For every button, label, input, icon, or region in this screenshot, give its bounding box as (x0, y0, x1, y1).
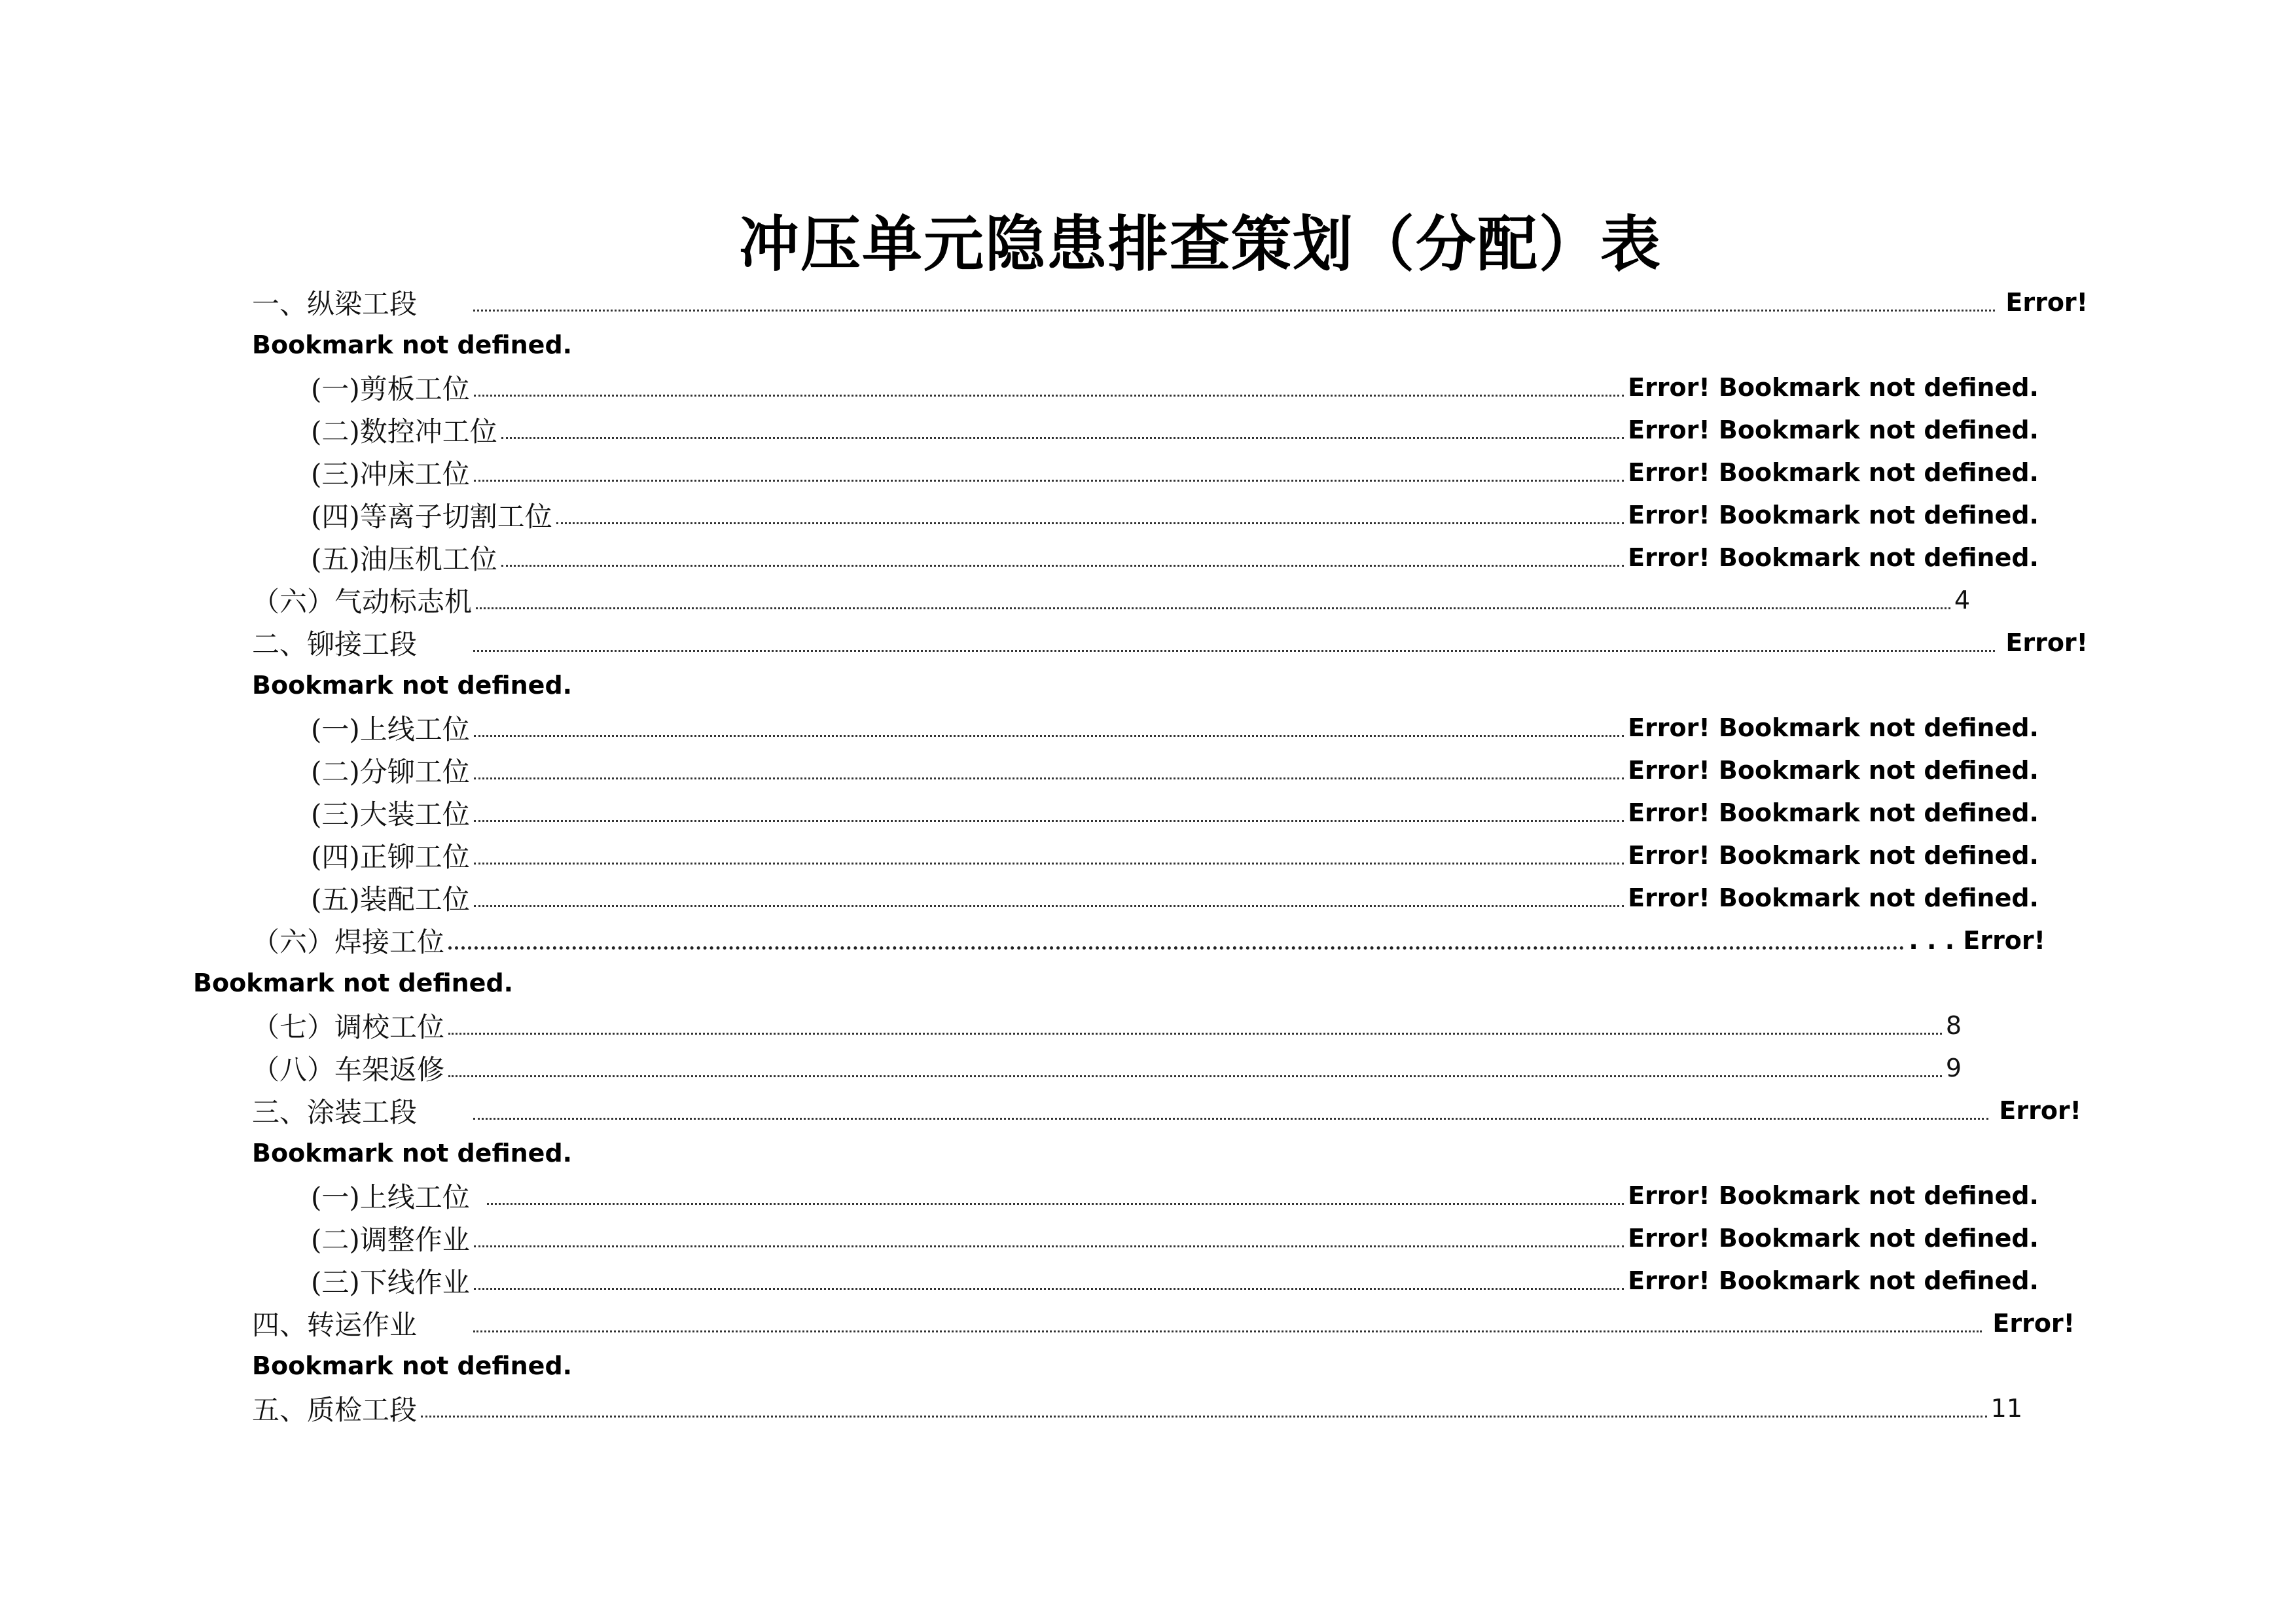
toc-leader-dots (487, 1202, 1624, 1205)
toc-entry[interactable] (311, 410, 2039, 450)
toc-entry-ref: Error! Bookmark not defined. (1628, 883, 2039, 912)
toc-entry-label: （八）车架返修 (252, 1054, 445, 1086)
toc-wrap-text: Bookmark not defined. (193, 969, 514, 997)
toc-entry[interactable] (252, 623, 2088, 662)
toc-entry[interactable] (311, 495, 2039, 535)
toc-entry-ref: Error! Bookmark not defined. (1628, 756, 2039, 785)
toc-leader-dots (474, 862, 1624, 865)
toc-entry-ref: Error! Bookmark not defined. (1628, 1266, 2039, 1295)
toc-entry-label: 三、涂装工段 (252, 1096, 418, 1128)
toc-entry-label: 五、质检工段 (252, 1394, 418, 1426)
toc-entry[interactable] (311, 793, 2039, 832)
toc-entry[interactable] (252, 283, 2088, 322)
toc-leader-dots (501, 564, 1624, 567)
toc-entry-page-number: 9 (1945, 1054, 1962, 1082)
toc-entry[interactable] (311, 751, 2039, 790)
toc-leader-dots (473, 649, 1995, 652)
toc-entry-label: （六）焊接工位 (252, 926, 445, 958)
toc-leader-dots (474, 1287, 1624, 1290)
toc-entry-label: （七）调校工位 (252, 1011, 445, 1043)
toc-leader-dots (448, 1075, 1942, 1077)
toc-entry[interactable] (252, 580, 1970, 620)
toc-entry-wrap (193, 963, 513, 1003)
toc-entry-ref: Error! (1992, 1309, 2075, 1338)
toc-leader-dots (473, 309, 1995, 312)
toc-entry[interactable] (311, 453, 2039, 492)
toc-entry-label: (三)下线作业 (311, 1266, 470, 1298)
toc-entry-ref: Error! (2005, 628, 2088, 657)
toc-entry-ref: Error! (2005, 288, 2088, 317)
toc-entry[interactable] (252, 1006, 1962, 1045)
toc-entry[interactable] (311, 538, 2039, 577)
toc-leader-dots (473, 1117, 1988, 1120)
toc-entry-ref: Error! Bookmark not defined. (1628, 1224, 2039, 1253)
toc-entry-label: (一)上线工位 (311, 1181, 470, 1213)
toc-leader-dots (474, 819, 1624, 822)
toc-leader-dots (556, 522, 1624, 524)
toc-entry-label: 一、纵梁工段 (252, 288, 418, 320)
toc-entry-page-number: 8 (1945, 1011, 1962, 1040)
toc-entry-label: (一)上线工位 (311, 713, 470, 745)
toc-leader-dots (476, 607, 1950, 609)
toc-entry-ref: Error! (1999, 1096, 2081, 1125)
toc-entry-label: 四、转运作业 (252, 1309, 418, 1341)
toc-leader-dots (474, 904, 1624, 907)
toc-entry[interactable] (311, 1176, 2039, 1215)
toc-entry-ref: Error! Bookmark not defined. (1628, 458, 2039, 487)
toc-entry-page-number: 11 (1990, 1394, 2022, 1423)
toc-entry-wrap (252, 1346, 572, 1385)
toc-entry[interactable] (311, 1261, 2039, 1300)
toc-leader-dots (474, 479, 1624, 482)
toc-wrap-text: Bookmark not defined. (252, 671, 573, 700)
toc-entry[interactable] (252, 1304, 2075, 1343)
toc-entry[interactable] (311, 368, 2039, 407)
toc-entry-ref: Error! Bookmark not defined. (1628, 798, 2039, 827)
toc-entry-label: (四)正铆工位 (311, 841, 470, 873)
toc-entry-ref: . . . Error! (1909, 926, 2045, 955)
toc-entry[interactable] (252, 1389, 2022, 1428)
toc-entry[interactable] (252, 1048, 1962, 1088)
toc-entry-label: (五)油压机工位 (311, 543, 497, 575)
toc-wrap-text: Bookmark not defined. (252, 330, 573, 359)
toc-entry-ref: Error! Bookmark not defined. (1628, 1181, 2039, 1210)
toc-leader-dots (473, 1330, 1982, 1332)
toc-entry-wrap (252, 325, 572, 365)
toc-entry-wrap (252, 666, 572, 705)
toc-entry[interactable] (252, 1091, 2081, 1130)
toc-leader-dots (474, 1245, 1624, 1247)
toc-entry-label: (三)冲床工位 (311, 458, 470, 490)
toc-leader-dots (501, 437, 1624, 439)
toc-entry-ref: Error! Bookmark not defined. (1628, 373, 2039, 402)
toc-leader-dots (448, 1032, 1942, 1035)
toc-entry-label: (四)等离子切割工位 (311, 501, 552, 533)
toc-wrap-text: Bookmark not defined. (252, 1351, 573, 1380)
toc-entry-label: (五)装配工位 (311, 883, 470, 916)
toc-entry[interactable] (311, 836, 2039, 875)
toc-entry-label: (一)剪板工位 (311, 373, 470, 405)
toc-entry-ref: Error! Bookmark not defined. (1628, 713, 2039, 742)
toc-entry-label: (二)分铆工位 (311, 756, 470, 788)
toc-leader-dots (421, 1415, 1987, 1418)
toc-leader-dots (474, 394, 1624, 397)
toc-wrap-text: Bookmark not defined. (252, 1139, 573, 1168)
toc-leader-dots (448, 946, 1905, 950)
toc-entry-ref: Error! Bookmark not defined. (1628, 416, 2039, 444)
toc-entry-ref: Error! Bookmark not defined. (1628, 501, 2039, 529)
toc-entry[interactable] (252, 921, 2045, 960)
toc-leader-dots (474, 734, 1624, 737)
toc-entry-label: （六）气动标志机 (252, 586, 473, 618)
toc-entry-label: 二、铆接工段 (252, 628, 418, 660)
document-title: 冲压单元隐患排查策划（分配）表 (738, 209, 1662, 279)
toc-entry-label: (二)数控冲工位 (311, 416, 497, 448)
toc-entry[interactable] (311, 1219, 2039, 1258)
toc-entry-label: (三)大装工位 (311, 798, 470, 830)
toc-entry-ref: Error! Bookmark not defined. (1628, 841, 2039, 870)
toc-leader-dots (474, 777, 1624, 779)
toc-entry[interactable] (311, 878, 2039, 918)
toc-entry[interactable] (311, 708, 2039, 747)
toc-entry-wrap (252, 1133, 572, 1173)
toc-entry-page-number: 4 (1954, 586, 1970, 615)
toc-entry-label: (二)调整作业 (311, 1224, 470, 1256)
toc-entry-ref: Error! Bookmark not defined. (1628, 543, 2039, 572)
